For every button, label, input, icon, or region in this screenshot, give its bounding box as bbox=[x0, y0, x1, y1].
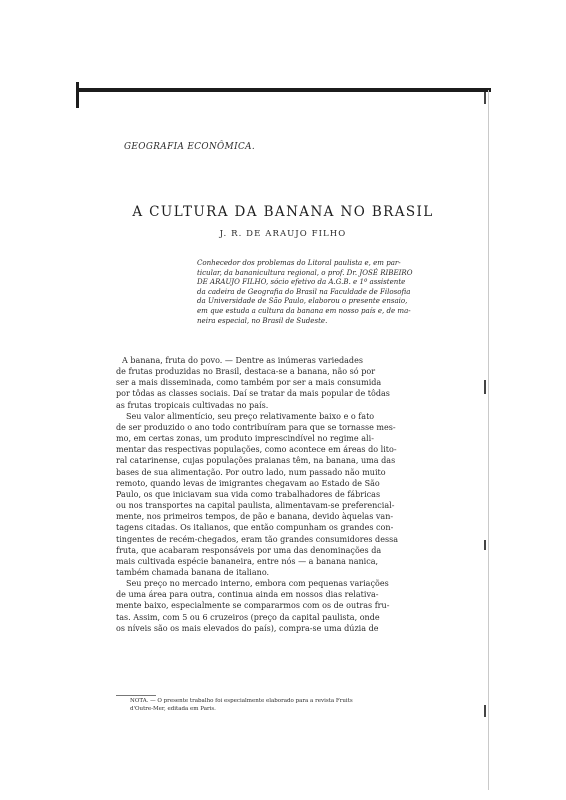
body-line: também chamada banana de italiano. bbox=[116, 567, 270, 577]
body-line: mo, em certas zonas, um produto imprescindível no regime ali- bbox=[116, 434, 374, 444]
page-edge bbox=[488, 90, 489, 790]
footnote-line: d'Outre-Mer, editada em Paris. bbox=[130, 706, 216, 712]
editorial-introduction bbox=[197, 258, 458, 325]
intro-line: ticular, da bananicultura regional, o prof. Dr. JOSÉ RIBEIRO bbox=[197, 267, 413, 277]
margin-mark bbox=[484, 380, 486, 394]
body-line: A banana, fruta do povo. — Dentre as inúmeras variedades bbox=[122, 356, 363, 365]
intro-line: da cadeira de Geografia do Brasil na Faculdade de Filosofia bbox=[197, 286, 411, 296]
footnote-line: NOTA. — O presente trabalho foi especialmente elaborado para a revista Fruits bbox=[130, 698, 353, 704]
article-title: A CULTURA DA BANANA NO BRASIL bbox=[132, 204, 434, 220]
body-line: ou nos transportes na capital paulista, alimentavam-se preferencial- bbox=[116, 501, 395, 511]
body-line: ser a mais disseminada, como também por ser a mais consumida bbox=[116, 378, 382, 388]
margin-mark bbox=[484, 540, 486, 550]
section-heading: GEOGRAFIA ECONÔMICA. bbox=[124, 142, 256, 152]
body-line: tas. Assim, com 5 ou 6 cruzeiros (preço da capital paulista, onde bbox=[116, 612, 380, 622]
body-line: Seu preço no mercado interno, embora com pequenas variações bbox=[126, 579, 389, 589]
body-line: tingentes de recém-chegados, eram tão grandes consumidores dessa bbox=[116, 534, 399, 544]
body-line: fruta, que acabaram responsáveis por uma das denominações da bbox=[116, 545, 382, 555]
body-line: bases de sua alimentação. Por outro lado, num passado não muito bbox=[116, 467, 386, 477]
body-line: de ser produzido o ano todo contribuíram para que se tornasse mes- bbox=[116, 422, 396, 432]
margin-mark bbox=[484, 705, 486, 717]
body-line: por tôdas as classes sociais. Daí se tratar da mais popular de tôdas bbox=[116, 389, 390, 399]
footnote-rule bbox=[116, 695, 156, 696]
author-name: J. R. DE ARAUJO FILHO bbox=[219, 229, 347, 239]
body-line: mais cultivada espécie bananeira, entre nós — a banana nanica, bbox=[116, 556, 379, 566]
body-line: mente baixo, especialmente se compararmos com os de outras fru- bbox=[116, 601, 390, 611]
body-line: as frutas tropicais cultivadas no país. bbox=[116, 400, 269, 410]
body-line: Seu valor alimentício, seu preço relativamente baixo e o fato bbox=[126, 411, 375, 421]
body-line: mentar das respectivas populações, como acontece em áreas do lito- bbox=[116, 445, 397, 455]
article-body bbox=[116, 355, 461, 634]
body-line: de uma área para outra, continua ainda em nossos dias relativa- bbox=[116, 590, 379, 600]
body-line: de frutas produzidas no Brasil, destaca-se a banana, não só por bbox=[116, 367, 376, 377]
body-line: ral catarinense, cujas populações praianas têm, na banana, uma das bbox=[116, 456, 396, 466]
body-line: mente, nos primeiros tempos, de pão e banana, devido àquelas van- bbox=[116, 512, 394, 522]
body-line: remoto, quando levas de imigrantes chegavam ao Estado de São bbox=[116, 478, 380, 488]
intro-line: em que estuda a cultura da banana em nosso país e, de ma- bbox=[197, 305, 411, 315]
margin-mark bbox=[484, 92, 486, 104]
body-line: Paulo, os que iniciavam sua vida como trabalhadores de fábricas bbox=[116, 489, 381, 499]
intro-line: da Universidade de São Paulo, elaborou o presente ensaio, bbox=[197, 296, 408, 306]
body-line: os níveis são os mais elevados do país), compra-se uma dúzia de bbox=[116, 623, 379, 633]
footnote bbox=[130, 697, 465, 713]
scan-border-top bbox=[76, 88, 491, 92]
intro-line: DE ARAUJO FILHO, sócio efetivo da A.G.B. e 1º assistente bbox=[197, 277, 406, 287]
intro-line: neira especial, no Brasil de Sudeste. bbox=[197, 315, 328, 325]
intro-line: Conhecedor dos problemas do Litoral paulista e, em par- bbox=[197, 258, 401, 267]
scan-border-left bbox=[76, 82, 79, 108]
body-line: tagens citadas. Os italianos, que então compunham os grandes con- bbox=[116, 523, 394, 533]
